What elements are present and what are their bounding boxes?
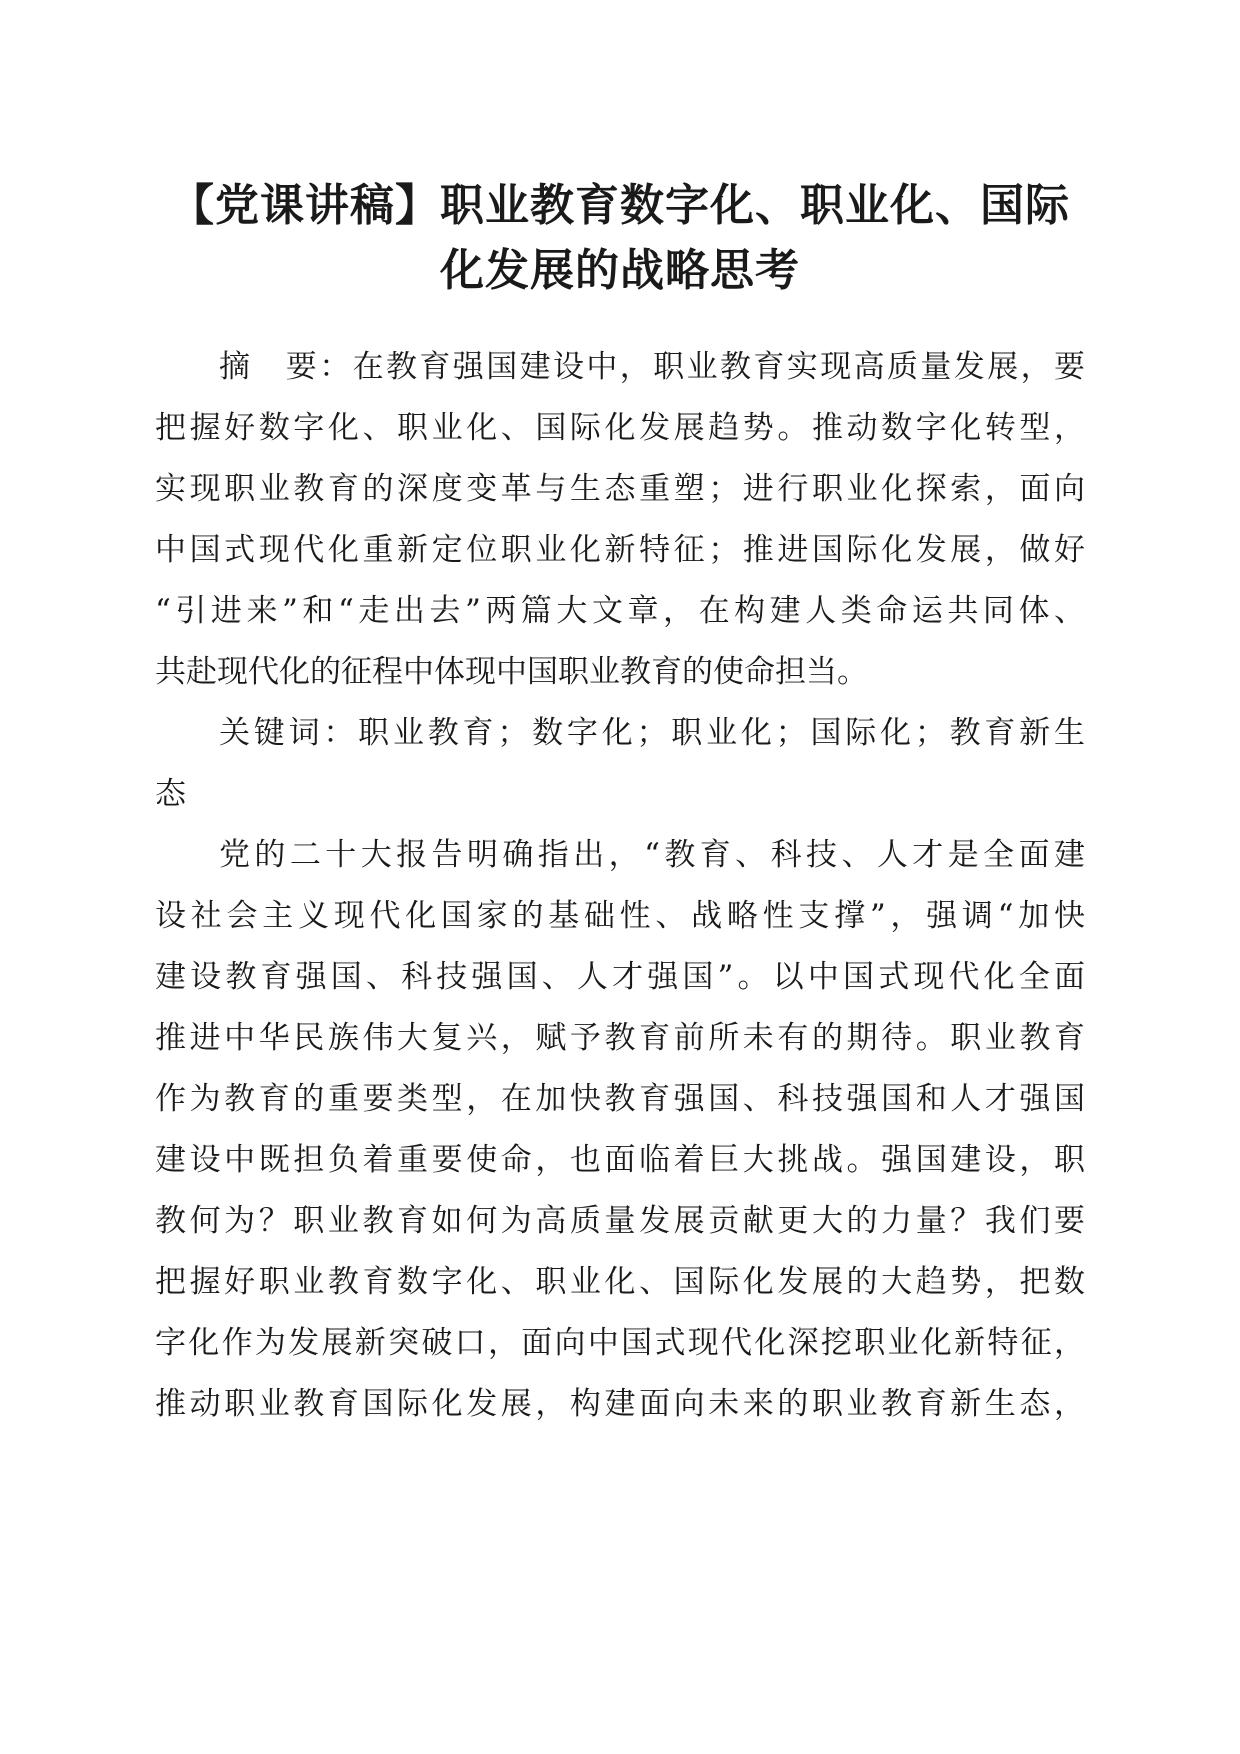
body-line: 字化作为发展新突破口，面向中国式现代化深挖职业化新特征， <box>155 1325 1085 1361</box>
body-line: 设社会主义现代化国家的基础性、战略性支撑”，强调“加快 <box>155 898 1085 934</box>
abstract-line: 摘 要：在教育强国建设中，职业教育实现高质量发展，要 <box>219 349 1085 385</box>
abstract-line: 中国式现代化重新定位职业化新特征；推进国际化发展，做好 <box>155 532 1085 568</box>
abstract-line: 实现职业教育的深度变革与生态重塑；进行职业化探索，面向 <box>155 471 1085 507</box>
body-line: 推进中华民族伟大复兴，赋予教育前所未有的期待。职业教育 <box>155 1020 1085 1056</box>
body-line: 建设中既担负着重要使命，也面临着巨大挑战。强国建设，职 <box>155 1142 1085 1178</box>
body-line: 教何为？职业教育如何为高质量发展贡献更大的力量？我们要 <box>155 1203 1085 1239</box>
abstract-line: 把握好数字化、职业化、国际化发展趋势。推动数字化转型， <box>155 410 1085 446</box>
abstract-line: 共赴现代化的征程中体现中国职业教育的使命担当。 <box>155 654 868 690</box>
body-line: 把握好职业教育数字化、职业化、国际化发展的大趋势，把数 <box>155 1264 1085 1300</box>
keywords-line: 关键词：职业教育；数字化；职业化；国际化；教育新生 <box>219 715 1085 751</box>
document-title-line-1: 【党课讲稿】职业教育数字化、职业化、国际 <box>170 180 1070 231</box>
body-line: 作为教育的重要类型，在加快教育强国、科技强国和人才强国 <box>155 1081 1085 1117</box>
document-title-line-2: 化发展的战略思考 <box>440 245 800 296</box>
body-line: 建设教育强国、科技强国、人才强国”。以中国式现代化全面 <box>155 959 1085 995</box>
keywords-line: 态 <box>155 776 186 812</box>
body-line: 推动职业教育国际化发展，构建面向未来的职业教育新生态， <box>155 1386 1085 1422</box>
body-line: 党的二十大报告明确指出，“教育、科技、人才是全面建 <box>219 837 1085 873</box>
abstract-line: “引进来”和“走出去”两篇大文章，在构建人类命运共同体、 <box>155 593 1085 629</box>
